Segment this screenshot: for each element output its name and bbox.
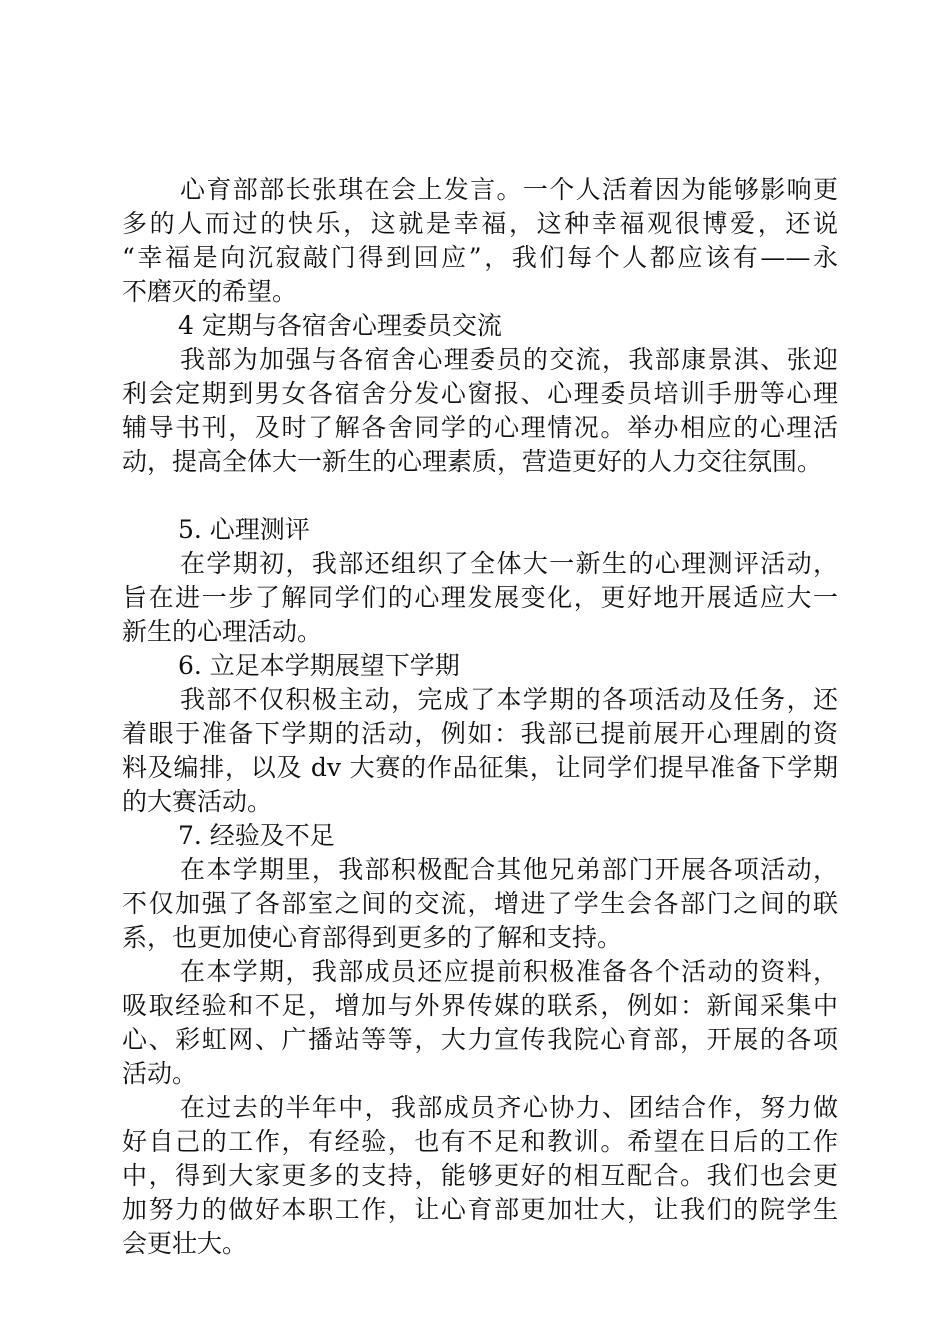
document-body [122,173,838,1261]
text-line: 加努力的做好本职工作，让心育部更加壮大，让我们的院学生 [122,1195,838,1224]
text-line: 会更壮大。 [122,1229,248,1258]
section-heading: 6. 立足本学期展望下学期 [178,651,460,680]
text-line: 的大赛活动。 [122,787,273,816]
text-line: 辅导书刊，及时了解各舍同学的心理情况。举办相应的心理活 [122,413,838,442]
paragraph [122,853,838,955]
paragraph [122,1091,838,1261]
text-line: 动，提高全体大一新生的心理素质，营造更好的人力交往氛围。 [122,447,823,476]
text-line: 利会定期到男女各宿舍分发心窗报、心理委员培训手册等心理 [122,379,838,408]
text-line: “幸福是向沉寂敲门得到回应”，我们每个人都应该有——永 [122,243,838,272]
section-heading: 7. 经验及不足 [178,821,335,850]
paragraph [122,547,838,649]
text-line: 心育部部长张琪在会上发言。一个人活着因为能够影响更 [180,175,838,204]
text-line: 在本学期里，我部积极配合其他兄弟部门开展各项活动， [180,855,838,884]
text-line: 心、彩虹网、广播站等等，大力宣传我院心育部，开展的各项 [122,1025,838,1054]
paragraph [122,683,838,819]
text-line: 不仅加强了各部室之间的交流，增进了学生会各部门之间的联 [122,889,838,918]
paragraph [122,173,838,309]
text-line: 我部不仅积极主动，完成了本学期的各项活动及任务，还 [180,685,838,714]
text-line: 着眼于准备下学期的活动，例如：我部已提前展开心理剧的资 [122,719,838,748]
text-line: 系，也更加使心育部得到更多的了解和支持。 [122,923,623,952]
text-line: 在学期初，我部还组织了全体大一新生的心理测评活动， [180,549,838,578]
paragraph [122,955,838,1091]
text-line: 旨在进一步了解同学们的心理发展变化，更好地开展适应大一 [122,583,838,612]
text-line: 中，得到大家更多的支持，能够更好的相互配合。我们也会更 [122,1161,838,1190]
text-line: 在过去的半年中，我部成员齐心协力、团结合作，努力做 [180,1093,838,1122]
text-line: 活动。 [122,1059,198,1088]
text-line: 吸取经验和不足，增加与外界传媒的联系，例如：新闻采集中 [122,991,838,1020]
paragraph [122,343,838,479]
section-heading: 5. 心理测评 [178,515,310,544]
text-line: 料及编排，以及 dv 大赛的作品征集，让同学们提早准备下学期 [122,753,838,782]
blank-line [122,479,838,513]
text-line: 多的人而过的快乐，这就是幸福，这种幸福观很博爱，还说 [122,209,838,238]
text-line: 在本学期，我部成员还应提前积极准备各个活动的资料， [180,957,838,986]
text-line: 不磨灭的希望。 [122,277,298,306]
text-line: 新生的心理活动。 [122,617,323,646]
section-heading: 4 定期与各宿舍心理委员交流 [178,311,502,340]
text-line: 好自己的工作，有经验，也有不足和教训。希望在日后的工作 [122,1127,838,1156]
text-line: 我部为加强与各宿舍心理委员的交流，我部康景淇、张迎 [180,345,838,374]
